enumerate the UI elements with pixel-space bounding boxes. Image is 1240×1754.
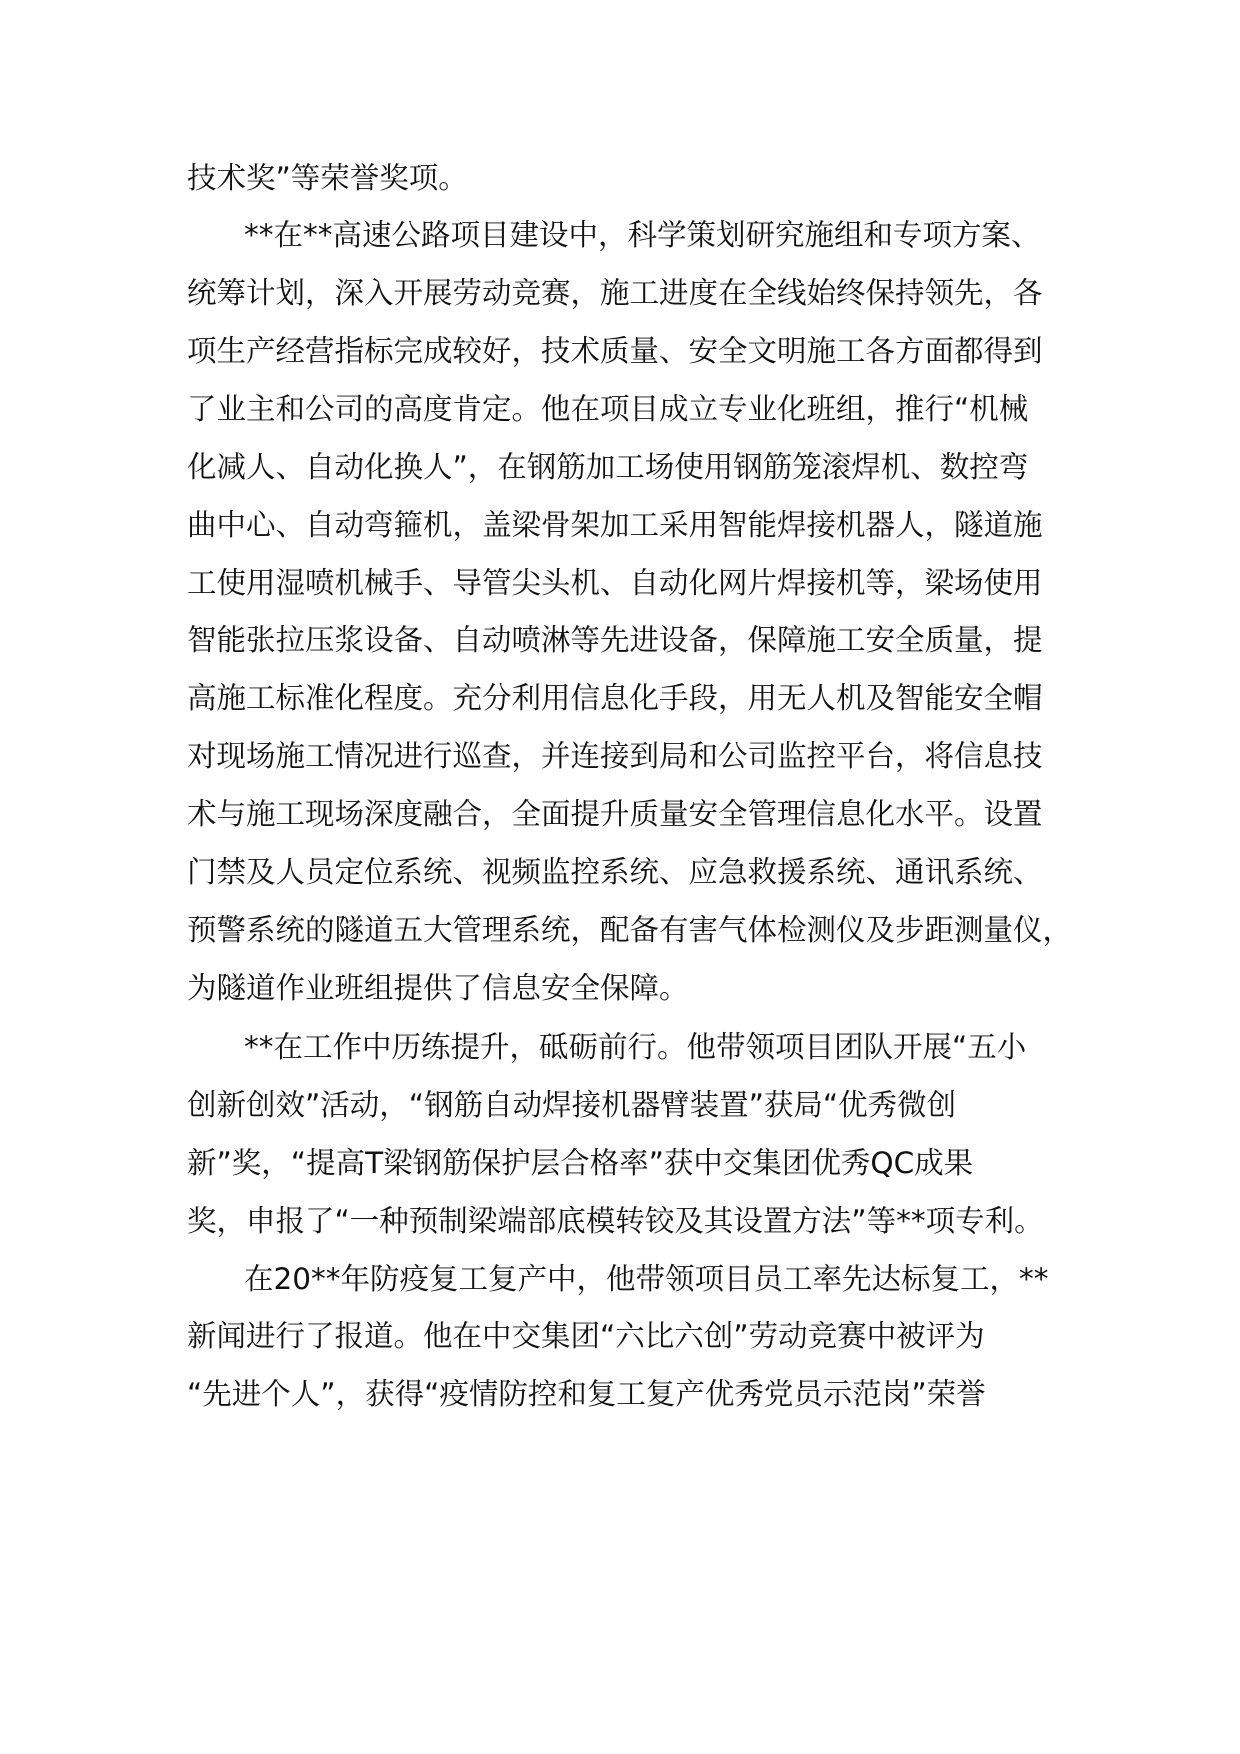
paragraph-line: “先进个人”，获得“疫情防控和复工复产优秀党员示范岗”荣誉: [187, 1377, 986, 1411]
paragraph-line: **在工作中历练提升，砥砺前行。他带领项目团队开展“五小: [244, 1030, 1027, 1064]
paragraph-line: 新闻进行了报道。他在中交集团“六比六创”劳动竞赛中被评为: [187, 1319, 985, 1353]
paragraph-line: 统筹计划，深入开展劳动竞赛，施工进度在全线始终保持领先，各: [187, 276, 1043, 310]
paragraph-line: 项生产经营指标完成较好，技术质量、安全文明施工各方面都得到: [187, 334, 1043, 368]
paragraph-line: 为隧道作业班组提供了信息安全保障。: [187, 971, 689, 1005]
paragraph-line: 术与施工现场深度融合，全面提升质量安全管理信息化水平。设置: [187, 797, 1043, 831]
paragraph-line: 曲中心、自动弯箍机，盖梁骨架加工采用智能焊接机器人，隧道施: [187, 508, 1043, 542]
paragraph-line: 化减人、自动化换人”，在钢筋加工场使用钢筋笼滚焊机、数控弯: [187, 450, 1029, 484]
paragraph-line: 了业主和公司的高度肯定。他在项目成立专业化班组，推行“机械: [187, 392, 1029, 426]
paragraph-line: 创新创效”活动，“钢筋自动焊接机器臂装置”获局“优秀微创: [187, 1088, 957, 1122]
paragraph-line: 门禁及人员定位系统、视频监控系统、应急救援系统、通讯系统、: [187, 855, 1043, 889]
paragraph-line: 预警系统的隧道五大管理系统，配备有害气体检测仪及步距测量仪，: [187, 913, 1073, 947]
paragraph-line: 技术奖”等荣誉奖项。: [187, 161, 468, 195]
paragraph-line: 新”奖，“提高T梁钢筋保护层合格率”获中交集团优秀QC成果: [187, 1146, 974, 1180]
paragraph-line: 奖，申报了“一种预制梁端部底模转铰及其设置方法”等**项专利。: [187, 1204, 1044, 1238]
paragraph-line: 智能张拉压浆设备、自动喷淋等先进设备，保障施工安全质量，提: [187, 623, 1043, 657]
paragraph-line: 对现场施工情况进行巡查，并连接到局和公司监控平台，将信息技: [187, 739, 1043, 773]
paragraph-line: 在20**年防疫复工复产中，他带领项目员工率先达标复工，**: [244, 1262, 1049, 1296]
paragraph-line: 高施工标准化程度。充分利用信息化手段，用无人机及智能安全帽: [187, 681, 1043, 715]
paragraph-line: **在**高速公路项目建设中，科学策划研究施组和专项方案、: [244, 218, 1041, 252]
paragraph-line: 工使用湿喷机械手、导管尖头机、自动化网片焊接机等，梁场使用: [187, 566, 1043, 600]
